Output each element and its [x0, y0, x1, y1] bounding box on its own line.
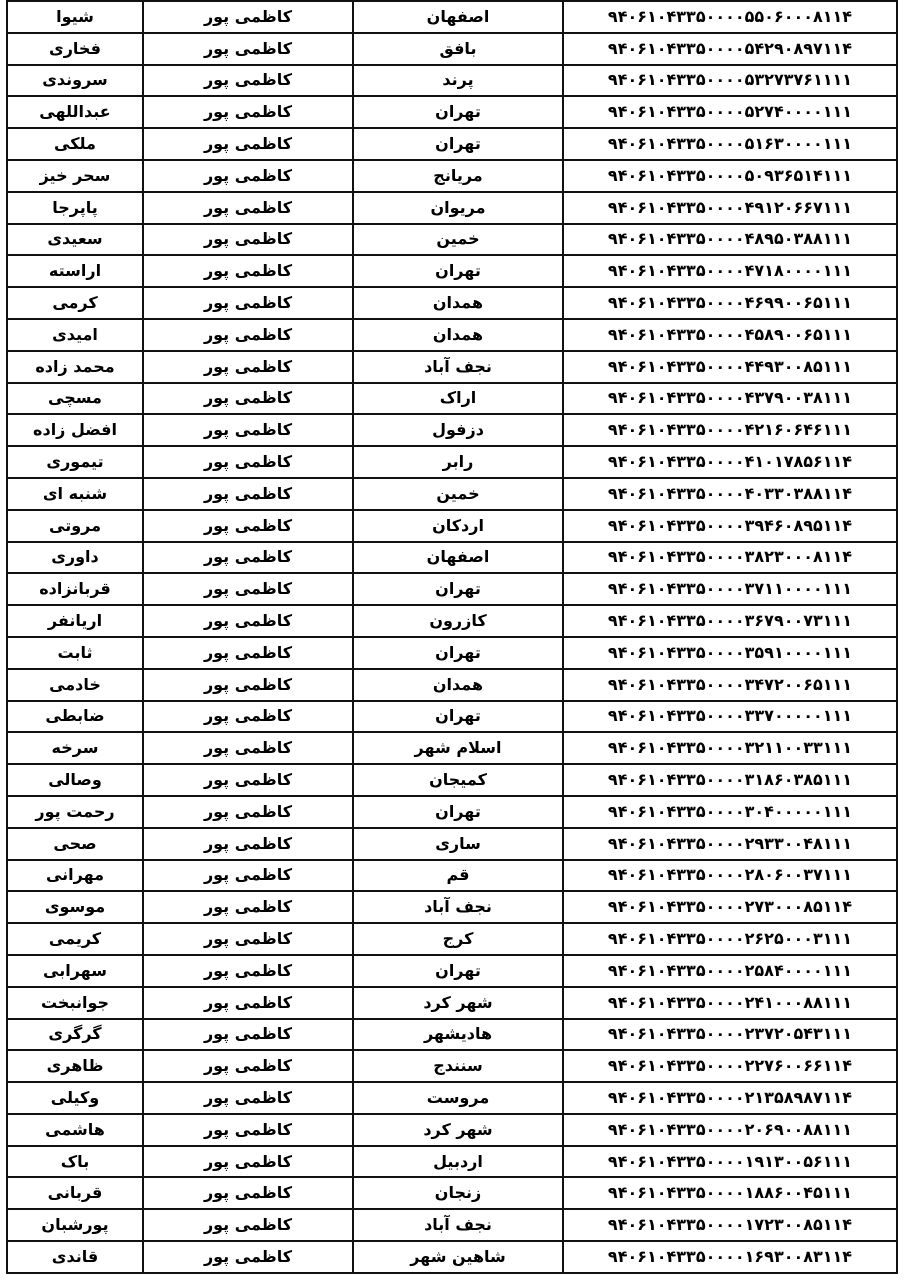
surname-cell: کاظمی پور: [143, 319, 353, 351]
family-name-cell: سحر خیز: [7, 160, 143, 192]
surname-cell: کاظمی پور: [143, 1114, 353, 1146]
table-row: [7, 192, 897, 224]
surname-cell: کاظمی پور: [143, 891, 353, 923]
surname-cell: کاظمی پور: [143, 128, 353, 160]
city-cell: پرند: [353, 65, 563, 97]
city-cell: بافق: [353, 33, 563, 65]
surname-cell: کاظمی پور: [143, 287, 353, 319]
surname-cell: کاظمی پور: [143, 255, 353, 287]
tracking-code-cell: ۹۴۰۶۱۰۴۳۳۵۰۰۰۰۵۴۲۹۰۸۹۷۱۱۴: [563, 33, 897, 65]
tracking-code-cell: ۹۴۰۶۱۰۴۳۳۵۰۰۰۰۳۸۲۳۰۰۰۸۱۱۴: [563, 542, 897, 574]
tracking-code-cell: ۹۴۰۶۱۰۴۳۳۵۰۰۰۰۲۲۷۶۰۰۶۶۱۱۴: [563, 1050, 897, 1082]
table-row: [7, 96, 897, 128]
family-name-cell: تیموری: [7, 446, 143, 478]
table-row: [7, 510, 897, 542]
table-row: [7, 764, 897, 796]
table-row: [7, 1082, 897, 1114]
surname-cell: کاظمی پور: [143, 96, 353, 128]
table-row: [7, 891, 897, 923]
table-row: [7, 605, 897, 637]
family-name-cell: پورشبان: [7, 1209, 143, 1241]
tracking-code-cell: ۹۴۰۶۱۰۴۳۳۵۰۰۰۰۴۱۰۱۷۸۵۶۱۱۴: [563, 446, 897, 478]
surname-cell: کاظمی پور: [143, 33, 353, 65]
surname-cell: کاظمی پور: [143, 1050, 353, 1082]
tracking-code-cell: ۹۴۰۶۱۰۴۳۳۵۰۰۰۰۳۹۴۶۰۸۹۵۱۱۴: [563, 510, 897, 542]
family-name-cell: جوانبخت: [7, 987, 143, 1019]
city-cell: اراک: [353, 383, 563, 415]
city-cell: اصفهان: [353, 1, 563, 33]
city-cell: همدان: [353, 287, 563, 319]
family-name-cell: شیوا: [7, 1, 143, 33]
family-name-cell: هاشمی: [7, 1114, 143, 1146]
family-name-cell: ضابطی: [7, 701, 143, 733]
surname-cell: کاظمی پور: [143, 542, 353, 574]
table-row: [7, 1114, 897, 1146]
surname-cell: کاظمی پور: [143, 1082, 353, 1114]
tracking-code-cell: ۹۴۰۶۱۰۴۳۳۵۰۰۰۰۳۵۹۱۰۰۰۰۱۱۱: [563, 637, 897, 669]
city-cell: تهران: [353, 96, 563, 128]
surname-cell: کاظمی پور: [143, 446, 353, 478]
tracking-code-cell: ۹۴۰۶۱۰۴۳۳۵۰۰۰۰۳۱۸۶۰۳۸۵۱۱۱: [563, 764, 897, 796]
city-cell: همدان: [353, 319, 563, 351]
family-name-cell: امیدی: [7, 319, 143, 351]
table-row: [7, 160, 897, 192]
tracking-code-cell: ۹۴۰۶۱۰۴۳۳۵۰۰۰۰۴۵۸۹۰۰۶۵۱۱۱: [563, 319, 897, 351]
family-name-cell: وکیلی: [7, 1082, 143, 1114]
city-cell: رابر: [353, 446, 563, 478]
table-row: [7, 1050, 897, 1082]
family-name-cell: گرگری: [7, 1019, 143, 1051]
family-name-cell: قاندی: [7, 1241, 143, 1273]
tracking-code-cell: ۹۴۰۶۱۰۴۳۳۵۰۰۰۰۱۶۹۳۰۰۸۳۱۱۴: [563, 1241, 897, 1273]
tracking-code-cell: ۹۴۰۶۱۰۴۳۳۵۰۰۰۰۲۱۳۵۸۹۸۷۱۱۴: [563, 1082, 897, 1114]
city-cell: اردکان: [353, 510, 563, 542]
city-cell: تهران: [353, 637, 563, 669]
table-row: [7, 319, 897, 351]
table-row: [7, 1, 897, 33]
tracking-code-cell: ۹۴۰۶۱۰۴۳۳۵۰۰۰۰۵۰۹۳۶۵۱۴۱۱۱: [563, 160, 897, 192]
surname-cell: کاظمی پور: [143, 573, 353, 605]
city-cell: اصفهان: [353, 542, 563, 574]
table-row: [7, 128, 897, 160]
table-row: [7, 478, 897, 510]
city-cell: زنجان: [353, 1177, 563, 1209]
table-row: [7, 446, 897, 478]
tracking-code-cell: ۹۴۰۶۱۰۴۳۳۵۰۰۰۰۲۷۳۰۰۰۸۵۱۱۴: [563, 891, 897, 923]
city-cell: همدان: [353, 669, 563, 701]
city-cell: تهران: [353, 255, 563, 287]
family-name-cell: اریانفر: [7, 605, 143, 637]
table-row: [7, 1146, 897, 1178]
city-cell: اردبیل: [353, 1146, 563, 1178]
family-name-cell: کرمی: [7, 287, 143, 319]
surname-cell: کاظمی پور: [143, 351, 353, 383]
city-cell: شهر کرد: [353, 987, 563, 1019]
tracking-code-cell: ۹۴۰۶۱۰۴۳۳۵۰۰۰۰۱۸۸۶۰۰۴۵۱۱۱: [563, 1177, 897, 1209]
tracking-code-cell: ۹۴۰۶۱۰۴۳۳۵۰۰۰۰۱۹۱۳۰۰۵۶۱۱۱: [563, 1146, 897, 1178]
city-cell: قم: [353, 860, 563, 892]
city-cell: سنندج: [353, 1050, 563, 1082]
table-row: [7, 955, 897, 987]
tracking-code-cell: ۹۴۰۶۱۰۴۳۳۵۰۰۰۰۴۸۹۵۰۳۸۸۱۱۱: [563, 224, 897, 256]
family-name-cell: سرخه: [7, 732, 143, 764]
city-cell: تهران: [353, 573, 563, 605]
table-row: [7, 987, 897, 1019]
table-row: [7, 860, 897, 892]
family-name-cell: ملکی: [7, 128, 143, 160]
family-name-cell: مروتی: [7, 510, 143, 542]
table-row: [7, 1019, 897, 1051]
family-name-cell: ثابت: [7, 637, 143, 669]
surname-cell: کاظمی پور: [143, 828, 353, 860]
tracking-code-cell: ۹۴۰۶۱۰۴۳۳۵۰۰۰۰۲۴۱۰۰۰۸۸۱۱۱: [563, 987, 897, 1019]
table-row: [7, 383, 897, 415]
tracking-code-cell: ۹۴۰۶۱۰۴۳۳۵۰۰۰۰۳۰۴۰۰۰۰۰۱۱۱: [563, 796, 897, 828]
table-row: [7, 414, 897, 446]
city-cell: نجف آباد: [353, 891, 563, 923]
table-row: [7, 637, 897, 669]
city-cell: مریانج: [353, 160, 563, 192]
surname-cell: کاظمی پور: [143, 192, 353, 224]
table-row: [7, 542, 897, 574]
city-cell: تهران: [353, 955, 563, 987]
tracking-code-cell: ۹۴۰۶۱۰۴۳۳۵۰۰۰۰۳۳۷۰۰۰۰۰۱۱۱: [563, 701, 897, 733]
surname-cell: کاظمی پور: [143, 160, 353, 192]
tracking-code-cell: ۹۴۰۶۱۰۴۳۳۵۰۰۰۰۴۲۱۶۰۶۴۶۱۱۱: [563, 414, 897, 446]
tracking-code-cell: ۹۴۰۶۱۰۴۳۳۵۰۰۰۰۳۲۱۱۰۰۳۳۱۱۱: [563, 732, 897, 764]
family-name-cell: قربانزاده: [7, 573, 143, 605]
family-name-cell: قربانی: [7, 1177, 143, 1209]
surname-cell: کاظمی پور: [143, 955, 353, 987]
family-name-cell: سروندی: [7, 65, 143, 97]
tracking-code-cell: ۹۴۰۶۱۰۴۳۳۵۰۰۰۰۴۳۷۹۰۰۳۸۱۱۱: [563, 383, 897, 415]
family-name-cell: سهرابی: [7, 955, 143, 987]
surname-cell: کاظمی پور: [143, 764, 353, 796]
tracking-code-cell: ۹۴۰۶۱۰۴۳۳۵۰۰۰۰۴۴۹۳۰۰۸۵۱۱۱: [563, 351, 897, 383]
surname-cell: کاظمی پور: [143, 637, 353, 669]
family-name-cell: پاپرجا: [7, 192, 143, 224]
family-name-cell: خادمی: [7, 669, 143, 701]
city-cell: شهر کرد: [353, 1114, 563, 1146]
tracking-code-cell: ۹۴۰۶۱۰۴۳۳۵۰۰۰۰۲۳۷۲۰۵۴۳۱۱۱: [563, 1019, 897, 1051]
city-cell: خمین: [353, 224, 563, 256]
tracking-code-cell: ۹۴۰۶۱۰۴۳۳۵۰۰۰۰۴۰۳۳۰۳۸۸۱۱۴: [563, 478, 897, 510]
tracking-code-cell: ۹۴۰۶۱۰۴۳۳۵۰۰۰۰۵۵۰۶۰۰۰۸۱۱۴: [563, 1, 897, 33]
family-name-cell: افضل زاده: [7, 414, 143, 446]
surname-cell: کاظمی پور: [143, 1177, 353, 1209]
city-cell: نجف آباد: [353, 1209, 563, 1241]
tracking-code-cell: ۹۴۰۶۱۰۴۳۳۵۰۰۰۰۲۶۲۵۰۰۰۳۱۱۱: [563, 923, 897, 955]
document-sheet: [6, 0, 898, 1274]
table-row: [7, 573, 897, 605]
surname-cell: کاظمی پور: [143, 923, 353, 955]
family-name-cell: داوری: [7, 542, 143, 574]
tracking-code-cell: ۹۴۰۶۱۰۴۳۳۵۰۰۰۰۵۳۲۷۳۷۶۱۱۱۱: [563, 65, 897, 97]
tracking-code-cell: ۹۴۰۶۱۰۴۳۳۵۰۰۰۰۱۷۲۳۰۰۸۵۱۱۴: [563, 1209, 897, 1241]
family-name-cell: کریمی: [7, 923, 143, 955]
city-cell: نجف آباد: [353, 351, 563, 383]
city-cell: شاهین شهر: [353, 1241, 563, 1273]
city-cell: تهران: [353, 701, 563, 733]
family-name-cell: موسوی: [7, 891, 143, 923]
table-row: [7, 224, 897, 256]
table-row: [7, 732, 897, 764]
city-cell: خمین: [353, 478, 563, 510]
table-row: [7, 1209, 897, 1241]
surname-cell: کاظمی پور: [143, 987, 353, 1019]
tracking-code-cell: ۹۴۰۶۱۰۴۳۳۵۰۰۰۰۲۸۰۶۰۰۳۷۱۱۱: [563, 860, 897, 892]
surname-cell: کاظمی پور: [143, 860, 353, 892]
surname-cell: کاظمی پور: [143, 701, 353, 733]
surname-cell: کاظمی پور: [143, 669, 353, 701]
tracking-code-cell: ۹۴۰۶۱۰۴۳۳۵۰۰۰۰۳۴۷۲۰۰۶۵۱۱۱: [563, 669, 897, 701]
tracking-code-cell: ۹۴۰۶۱۰۴۳۳۵۰۰۰۰۵۲۷۴۰۰۰۰۱۱۱: [563, 96, 897, 128]
table-row: [7, 828, 897, 860]
tracking-code-cell: ۹۴۰۶۱۰۴۳۳۵۰۰۰۰۲۰۶۹۰۰۸۸۱۱۱: [563, 1114, 897, 1146]
tracking-code-cell: ۹۴۰۶۱۰۴۳۳۵۰۰۰۰۴۹۱۲۰۶۶۷۱۱۱: [563, 192, 897, 224]
city-cell: کازرون: [353, 605, 563, 637]
family-name-cell: فخاری: [7, 33, 143, 65]
family-name-cell: اراسته: [7, 255, 143, 287]
family-name-cell: سعیدی: [7, 224, 143, 256]
tracking-code-cell: ۹۴۰۶۱۰۴۳۳۵۰۰۰۰۵۱۶۳۰۰۰۰۱۱۱: [563, 128, 897, 160]
tracking-code-cell: ۹۴۰۶۱۰۴۳۳۵۰۰۰۰۴۶۹۹۰۰۶۵۱۱۱: [563, 287, 897, 319]
city-cell: کرج: [353, 923, 563, 955]
family-name-cell: عبداللهی: [7, 96, 143, 128]
surname-cell: کاظمی پور: [143, 1146, 353, 1178]
tracking-code-cell: ۹۴۰۶۱۰۴۳۳۵۰۰۰۰۳۷۱۱۰۰۰۰۱۱۱: [563, 573, 897, 605]
family-name-cell: محمد زاده: [7, 351, 143, 383]
family-name-cell: باک: [7, 1146, 143, 1178]
table-row: [7, 1177, 897, 1209]
family-name-cell: وصالی: [7, 764, 143, 796]
tracking-code-cell: ۹۴۰۶۱۰۴۳۳۵۰۰۰۰۳۶۷۹۰۰۷۳۱۱۱: [563, 605, 897, 637]
surname-cell: کاظمی پور: [143, 1241, 353, 1273]
surname-cell: کاظمی پور: [143, 732, 353, 764]
family-name-cell: مسچی: [7, 383, 143, 415]
family-name-cell: شنبه ای: [7, 478, 143, 510]
surname-cell: کاظمی پور: [143, 224, 353, 256]
surname-cell: کاظمی پور: [143, 1019, 353, 1051]
table-row: [7, 701, 897, 733]
city-cell: مریوان: [353, 192, 563, 224]
city-cell: تهران: [353, 796, 563, 828]
city-cell: مروست: [353, 1082, 563, 1114]
surname-cell: کاظمی پور: [143, 605, 353, 637]
table-row: [7, 669, 897, 701]
family-name-cell: ظاهری: [7, 1050, 143, 1082]
tracking-code-cell: ۹۴۰۶۱۰۴۳۳۵۰۰۰۰۴۷۱۸۰۰۰۰۱۱۱: [563, 255, 897, 287]
tracking-code-cell: ۹۴۰۶۱۰۴۳۳۵۰۰۰۰۲۵۸۴۰۰۰۰۱۱۱: [563, 955, 897, 987]
surname-cell: کاظمی پور: [143, 796, 353, 828]
surname-cell: کاظمی پور: [143, 1209, 353, 1241]
table-row: [7, 287, 897, 319]
surname-cell: کاظمی پور: [143, 478, 353, 510]
city-cell: دزفول: [353, 414, 563, 446]
family-name-cell: صحی: [7, 828, 143, 860]
city-cell: تهران: [353, 128, 563, 160]
table-row: [7, 923, 897, 955]
tracking-code-cell: ۹۴۰۶۱۰۴۳۳۵۰۰۰۰۲۹۳۳۰۰۴۸۱۱۱: [563, 828, 897, 860]
surname-cell: کاظمی پور: [143, 1, 353, 33]
table-row: [7, 33, 897, 65]
table-row: [7, 255, 897, 287]
family-name-cell: مهرانی: [7, 860, 143, 892]
roster-table-body: [7, 1, 897, 1273]
city-cell: ساری: [353, 828, 563, 860]
surname-cell: کاظمی پور: [143, 383, 353, 415]
surname-cell: کاظمی پور: [143, 65, 353, 97]
roster-table: [6, 0, 898, 1274]
table-row: [7, 65, 897, 97]
table-row: [7, 796, 897, 828]
city-cell: اسلام شهر: [353, 732, 563, 764]
surname-cell: کاظمی پور: [143, 414, 353, 446]
city-cell: هادیشهر: [353, 1019, 563, 1051]
table-row: [7, 351, 897, 383]
table-row: [7, 1241, 897, 1273]
city-cell: کمیجان: [353, 764, 563, 796]
family-name-cell: رحمت پور: [7, 796, 143, 828]
surname-cell: کاظمی پور: [143, 510, 353, 542]
